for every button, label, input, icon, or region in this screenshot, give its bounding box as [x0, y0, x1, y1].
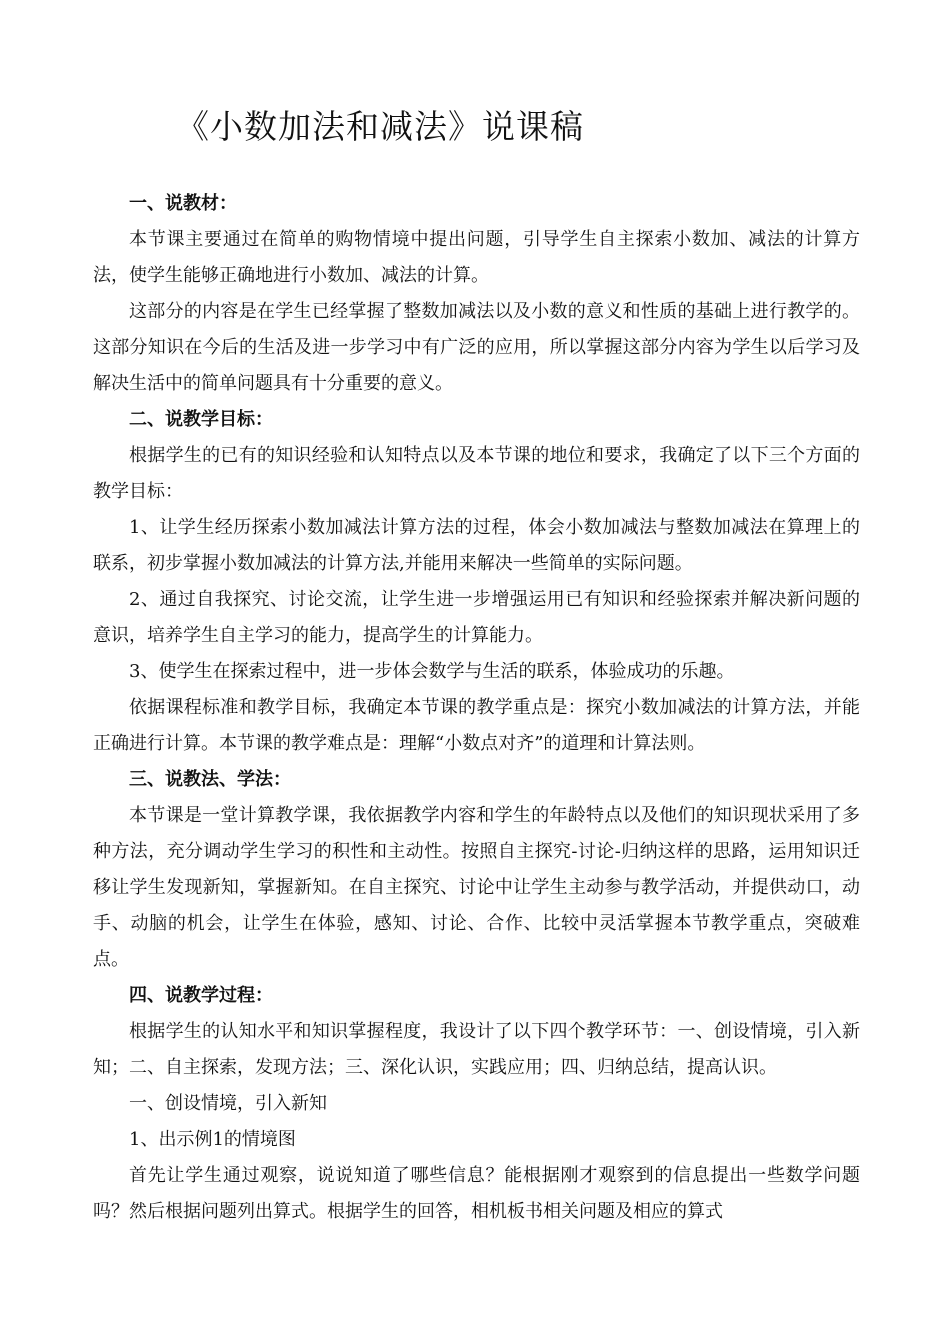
- subsection-title: 一、创设情境，引入新知: [129, 1093, 327, 1114]
- paragraph: 根据学生的认知水平和知识掌握程度，我设计了以下四个教学环节：一、创设情境，引入新知；二、自主探索，发现方法；三、深化认识，实践应用；四、归纳总结，提高认识。: [93, 1021, 860, 1078]
- objective-item: 3、使学生在探索过程中，进一步体会数学与生活的联系，体验成功的乐趣。: [129, 661, 735, 682]
- section-heading-textbook: 一、说教材：: [129, 193, 237, 214]
- paragraph: 这部分的内容是在学生已经掌握了整数加减法以及小数的意义和性质的基础上进行教学的。这部分知识在今后的生活及进一步学习中有广泛的应用，所以掌握这部分内容为学生以后学习及解决生活中的简单问题具有十分重要的意义。: [93, 301, 860, 394]
- section-heading-process: 四、说教学过程：: [129, 985, 273, 1006]
- section-heading-methods: 三、说教法、学法：: [129, 769, 291, 790]
- paragraph: 本节课是一堂计算教学课，我依据教学内容和学生的年龄特点以及他们的知识现状采用了多种方法，充分调动学生学习的积性和主动性。按照自主探究-讨论-归纳这样的思路，运用知识迁移让学生发现新知，掌握新知。在自主探究、讨论中让学生主动参与教学活动，并提供动口，动手、动脑的机会，让学生在体验，感知、讨论、合作、比较中灵活掌握本节教学重点，突破难点。: [93, 805, 860, 970]
- step-item: 1、出示例1的情境图: [129, 1129, 296, 1150]
- objective-item: 1、让学生经历探索小数加减法计算方法的过程，体会小数加减法与整数加减法在算理上的联系，初步掌握小数加减法的计算方法,并能用来解决一些简单的实际问题。: [93, 517, 860, 574]
- document-title: 《小数加法和减法》说课稿: [176, 107, 584, 146]
- paragraph: 首先让学生通过观察，说说知道了哪些信息？能根据刚才观察到的信息提出一些数学问题吗？然后根据问题列出算式。根据学生的回答，相机板书相关问题及相应的算式: [93, 1165, 860, 1222]
- objective-item: 2、通过自我探究、讨论交流，让学生进一步增强运用已有知识和经验探索并解决新问题的意识，培养学生自主学习的能力，提高学生的计算能力。: [93, 589, 860, 646]
- paragraph: 依据课程标准和教学目标，我确定本节课的教学重点是：探究小数加减法的计算方法，并能正确进行计算。本节课的教学难点是：理解“小数点对齐”的道理和计算法则。: [93, 697, 860, 754]
- paragraph: 根据学生的已有的知识经验和认知特点以及本节课的地位和要求，我确定了以下三个方面的教学目标：: [93, 445, 860, 502]
- document-body: [93, 186, 860, 1230]
- paragraph: 本节课主要通过在简单的购物情境中提出问题，引导学生自主探索小数加、减法的计算方法，使学生能够正确地进行小数加、减法的计算。: [93, 229, 860, 286]
- section-heading-objectives: 二、说教学目标：: [129, 409, 273, 430]
